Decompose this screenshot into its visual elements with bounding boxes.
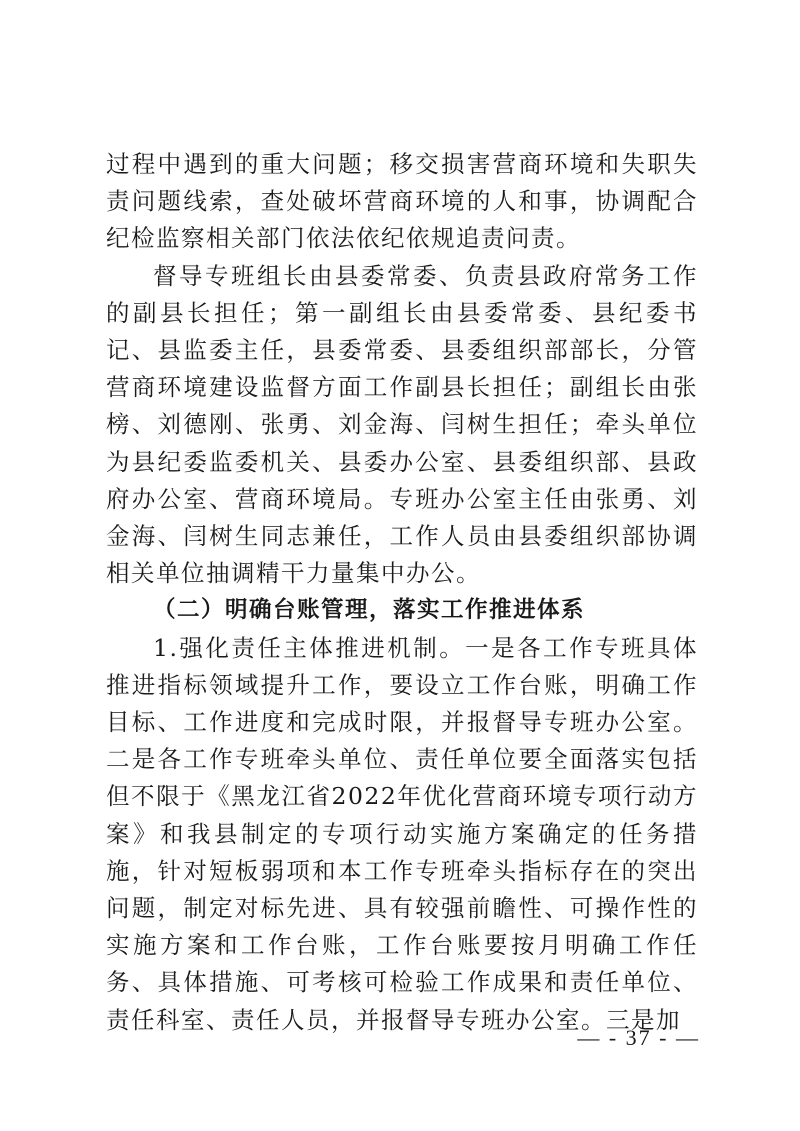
paragraph-continuation: 过程中遇到的重大问题；移交损害营商环境和失职失责问题线索，查处破坏营商环境的人和事，协调配合纪检监察相关部门依法依纪依规追责问责。 xyxy=(106,150,698,253)
page-number: — - 37 - — xyxy=(577,1025,700,1050)
paragraph-responsibility-mechanism: 1.强化责任主体推进机制。一是各工作专班具体推进指标领域提升工作，要设立工作台账，明确工作目标、工作进度和完成时限，并报督导专班办公室。二是各工作专班牵头单位、责任单位要全面落实包括但不限于《黑龙江省2022年优化营商环境专项行动方案》和我县制定的专项行动实施方案确定的任务措施，针对短板弱项和本工作专班牵头指标存在的突出问题，制定对标先进、具有较强前瞻性、可操作性的实施方案和工作台账，工作台账要按月明确工作任务、具体措施、可考核可检验工作成果和责任单位、责任科室、责任人员，并报督导专班办公室。三是加 xyxy=(106,633,698,1034)
paragraph-task-force-composition: 督导专班组长由县委常委、负责县政府常务工作的副县长担任；第一副组长由县委常委、县纪委书记、县监委主任，县委常委、县委组织部部长，分管营商环境建设监督方面工作副县长担任；副组长由张榜、刘德刚、张勇、刘金海、闫树生担任；牵头单位为县纪委监委机关、县委办公室、县委组织部、县政府办公室、营商环境局。专班办公室主任由张勇、刘金海、闫树生同志兼任，工作人员由县委组织部协调相关单位抽调精干力量集中办公。 xyxy=(106,261,698,588)
section-heading: （二）明确台账管理，落实工作推进体系 xyxy=(153,597,586,624)
document-body xyxy=(106,146,698,1039)
